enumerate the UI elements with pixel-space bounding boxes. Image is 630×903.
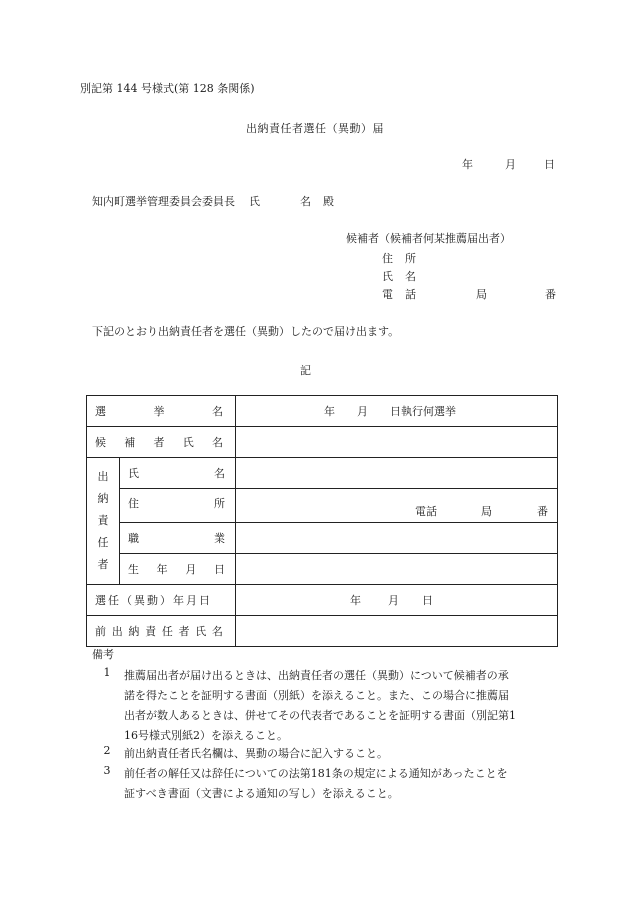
address-label-cell bbox=[120, 489, 236, 523]
label-char: 名 bbox=[211, 625, 223, 638]
label-char: 生 bbox=[128, 563, 139, 576]
note-line: 推薦届出者が届け出るときは、出納責任者の選任（異動）について候補者の承 bbox=[124, 669, 509, 682]
applicant-telephone bbox=[382, 286, 556, 302]
former-treasurer-value-cell[interactable] bbox=[236, 616, 558, 647]
group-char: 者 bbox=[97, 558, 109, 571]
note-line: 前出納責任者氏名欄は、異動の場合に記入すること。 bbox=[124, 747, 388, 760]
row-treasurer-name bbox=[87, 458, 558, 489]
note-line: 前任者の解任又は辞任についての法第181条の規定による通知があったことを bbox=[124, 767, 508, 780]
applicant-address-char: 住 bbox=[382, 252, 393, 265]
row-appointment-date bbox=[87, 585, 558, 616]
appointment-label-cell bbox=[87, 585, 236, 616]
label-char: 氏 bbox=[195, 625, 207, 638]
label-char: 者 bbox=[178, 625, 190, 638]
treasurer-occupation-value-cell[interactable] bbox=[236, 523, 558, 554]
addressee-shi: 氏 bbox=[249, 195, 260, 208]
appointment-label: 選任（異動）年月日 bbox=[95, 594, 212, 607]
document-title: 出納責任者選任（異動）届 bbox=[246, 122, 384, 135]
note-line: 16号様式別紙2）を添えること。 bbox=[124, 729, 288, 742]
label-char: 納 bbox=[128, 625, 140, 638]
applicant-name bbox=[382, 268, 416, 284]
label-char: 名 bbox=[212, 436, 223, 449]
date-year: 年 bbox=[462, 158, 473, 171]
form-number: 別記第 144 号様式(第 128 条関係) bbox=[80, 82, 255, 95]
note-line: 諾を得たことを証明する書面（別紙）を添えること。また、この場合に推薦届 bbox=[124, 689, 509, 702]
remarks-heading: 備考 bbox=[92, 648, 114, 661]
election-value-cell[interactable] bbox=[236, 396, 558, 427]
election-label-cell bbox=[87, 396, 236, 427]
ki-heading: 記 bbox=[300, 364, 311, 377]
appointment-value-cell[interactable] bbox=[236, 585, 558, 616]
appt-year: 年 bbox=[350, 594, 361, 607]
addressee-dono: 殿 bbox=[323, 195, 334, 208]
label-char: 業 bbox=[214, 532, 225, 545]
note-line: 証すべき書面（文書による通知の写し）を添えること。 bbox=[124, 787, 399, 800]
note-number: 2 bbox=[103, 744, 111, 757]
group-char: 任 bbox=[97, 536, 109, 549]
name-label-cell bbox=[120, 458, 236, 489]
addressee bbox=[92, 193, 334, 209]
candidate-value-cell[interactable] bbox=[236, 427, 558, 458]
applicant-tel-char: 話 bbox=[405, 288, 416, 301]
label-char: 氏 bbox=[128, 467, 139, 480]
addressee-org: 知内町選挙管理委員会委員長 bbox=[92, 195, 235, 208]
label-char: 前 bbox=[95, 625, 106, 638]
treasurer-birth-value-cell[interactable] bbox=[236, 554, 558, 585]
label-char: 日 bbox=[213, 563, 225, 576]
date-line bbox=[462, 156, 555, 172]
occupation-label-cell bbox=[120, 523, 236, 554]
label-char: 名 bbox=[214, 467, 225, 480]
tel-kyoku: 局 bbox=[481, 505, 492, 518]
birth-label-cell bbox=[120, 554, 236, 585]
label-char: 所 bbox=[214, 496, 225, 510]
treasurer-group-cell bbox=[87, 458, 120, 585]
group-char: 出 bbox=[97, 470, 109, 483]
date-month: 月 bbox=[505, 158, 516, 171]
label-char: 選 bbox=[95, 405, 106, 418]
applicant-address bbox=[382, 250, 416, 266]
row-treasurer-birth bbox=[87, 554, 558, 585]
treasurer-name-value-cell[interactable] bbox=[236, 458, 558, 489]
date-day: 日 bbox=[544, 158, 555, 171]
note-number: 1 bbox=[103, 666, 111, 679]
label-char: 住 bbox=[128, 496, 139, 510]
appt-month: 月 bbox=[388, 594, 399, 607]
note-number: 3 bbox=[103, 764, 111, 777]
group-char: 納 bbox=[97, 492, 109, 505]
applicant-address-char: 所 bbox=[405, 252, 416, 265]
row-treasurer-occupation bbox=[87, 523, 558, 554]
addressee-mei: 名 bbox=[300, 195, 311, 208]
label-char: 年 bbox=[156, 563, 168, 576]
label-char: 任 bbox=[161, 625, 173, 638]
label-char: 氏 bbox=[182, 436, 194, 449]
applicant-name-char: 名 bbox=[405, 270, 416, 283]
label-char: 補 bbox=[124, 436, 136, 449]
label-char: 者 bbox=[153, 436, 165, 449]
tel-label: 電話 bbox=[415, 505, 437, 518]
former-label-cell bbox=[87, 616, 236, 647]
statement: 下記のとおり出納責任者を選任（異動）したので届け出ます。 bbox=[92, 325, 400, 338]
note-line: 出者が数人あるときは、併せてその代表者であることを証明する書面（別記第1 bbox=[124, 709, 516, 722]
label-char: 職 bbox=[128, 532, 139, 545]
row-election bbox=[87, 396, 558, 427]
label-char: 月 bbox=[185, 563, 197, 576]
applicant-name-char: 氏 bbox=[382, 270, 393, 283]
label-char: 挙 bbox=[153, 405, 165, 418]
label-char: 候 bbox=[95, 436, 106, 449]
label-char: 出 bbox=[111, 625, 123, 638]
applicant-tel-kyoku: 局 bbox=[476, 288, 487, 301]
treasurer-address-value-cell[interactable] bbox=[236, 489, 558, 523]
row-treasurer-address bbox=[87, 489, 558, 523]
row-former-treasurer bbox=[87, 616, 558, 647]
form-table bbox=[86, 395, 558, 647]
election-value: 年 月 日執行何選挙 bbox=[324, 405, 456, 418]
label-char: 名 bbox=[212, 405, 223, 418]
group-char: 責 bbox=[97, 514, 109, 527]
appt-day: 日 bbox=[422, 594, 433, 607]
applicant-role: 候補者（候補者何某推薦届出者） bbox=[346, 232, 511, 245]
applicant-tel-char: 電 bbox=[382, 288, 393, 301]
applicant-tel-ban: 番 bbox=[545, 288, 556, 301]
candidate-label-cell bbox=[87, 427, 236, 458]
tel-ban: 番 bbox=[537, 505, 548, 518]
row-candidate bbox=[87, 427, 558, 458]
label-char: 責 bbox=[145, 625, 157, 638]
